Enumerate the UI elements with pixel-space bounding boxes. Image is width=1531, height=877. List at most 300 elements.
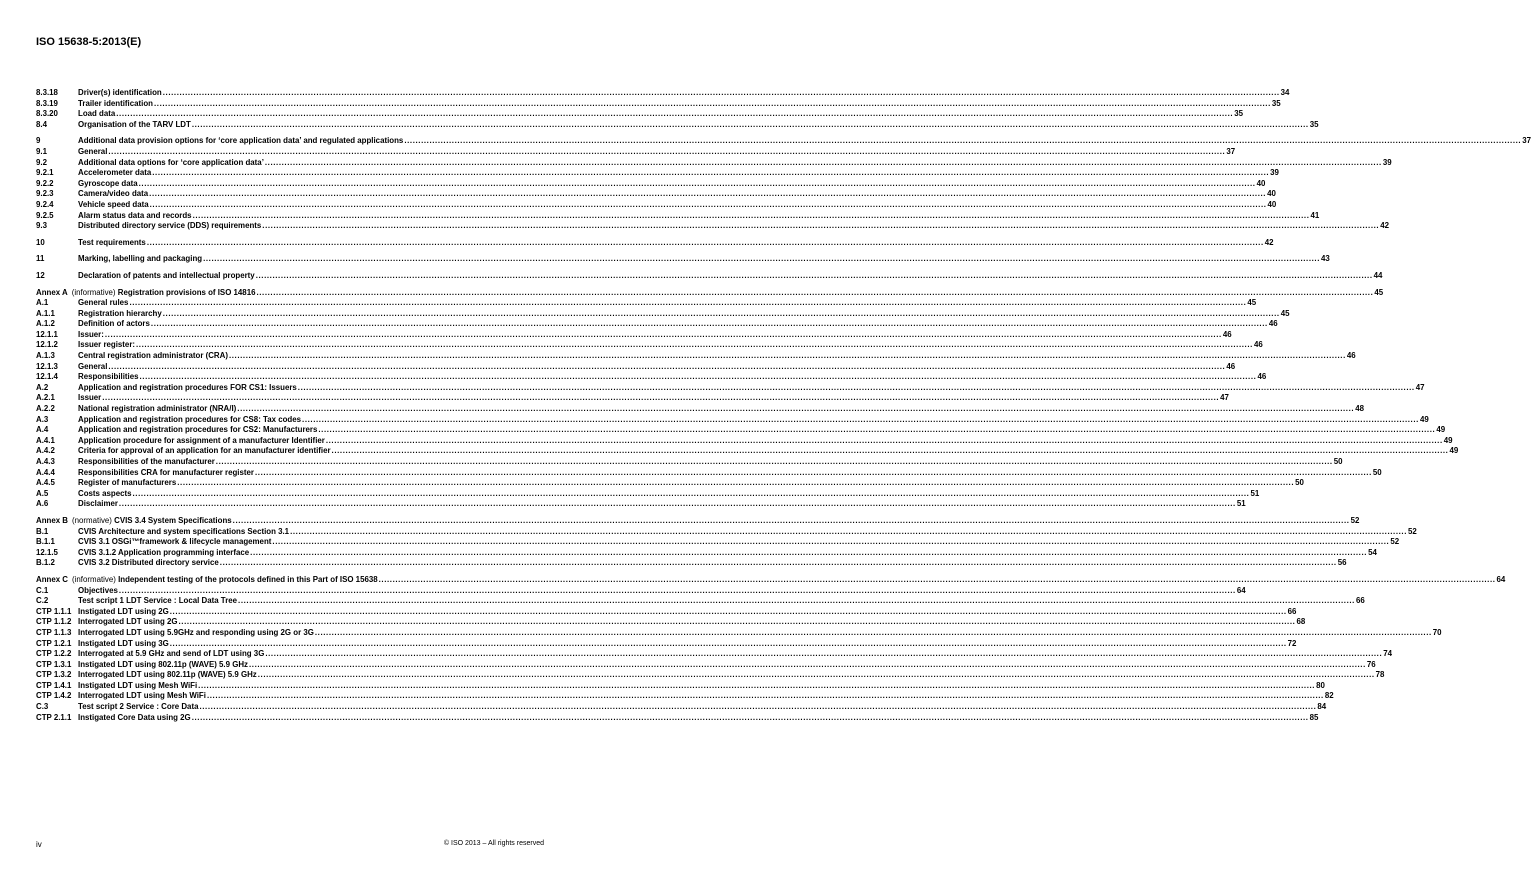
- toc-entry-title-text: Instigated LDT using 2G: [78, 606, 169, 616]
- toc-entry-number: CTP 1.2.1: [36, 638, 72, 648]
- toc-entry-title: [78, 271, 255, 282]
- toc-entry-title-text: Register of manufacturers: [78, 478, 177, 488]
- toc-leader-dots: ................................................................................................................................................................................................................................................................................................................................................................................................................: [191, 119, 1309, 129]
- toc-entry[interactable]: [36, 319, 1278, 330]
- toc-entry-title: [78, 147, 107, 158]
- toc-entry-title-text: Alarm status data and records: [78, 210, 192, 220]
- toc-entry-number: CTP 1.3.1: [36, 659, 72, 669]
- toc-entry-title-text: Load data: [78, 109, 116, 119]
- toc-leader-dots: ................................................................................................................................................................................................................................................................................................................................................................................................................: [215, 457, 1333, 466]
- toc-entry-page: 46: [1257, 372, 1267, 382]
- toc-entry[interactable]: [36, 382, 1425, 394]
- toc-entry-number: 9.2.3: [36, 189, 54, 199]
- toc-entry-title: [78, 617, 178, 628]
- toc-entry-page: 64: [1496, 574, 1506, 584]
- toc-entry-page: 46: [1346, 351, 1356, 361]
- toc-entry-title: [78, 362, 107, 373]
- toc-entry[interactable]: [36, 270, 1383, 282]
- toc-entry-page: 34: [1280, 88, 1290, 97]
- toc-entry-title: [78, 179, 138, 190]
- toc-entry-title: [78, 383, 297, 394]
- toc-entry-title-text: Objectives: [78, 585, 118, 595]
- toc-entry-number: CTP 1.1.3: [36, 627, 72, 637]
- toc-leader-dots: ................................................................................................................................................................................................................................................................................................................................................................................................................: [232, 515, 1350, 525]
- toc-entry-title: [78, 681, 197, 692]
- toc-entry[interactable]: [36, 627, 1442, 639]
- toc-entry-title: [78, 702, 198, 713]
- toc-entry-title-text: Test requirements: [78, 237, 146, 247]
- toc-entry[interactable]: [36, 467, 1382, 479]
- toc-entry-title: [78, 446, 331, 457]
- toc-leader-dots: ................................................................................................................................................................................................................................................................................................................................................................................................................: [152, 168, 1270, 178]
- toc-entry-page: 49: [1436, 425, 1446, 435]
- toc-entry[interactable]: [36, 372, 1267, 383]
- toc-leader-dots: ................................................................................................................................................................................................................................................................................................................................................................................................................: [169, 606, 1287, 616]
- toc-entry-number: Annex B: [36, 515, 69, 525]
- toc-entry-title-text: Interrogated LDT using 5.9GHz and responding using 2G or 3G: [78, 627, 314, 637]
- toc-entry-number: A.4: [36, 425, 49, 435]
- toc-entry-title-text: Driver(s) identification: [78, 88, 162, 97]
- toc-entry[interactable]: [36, 361, 1236, 373]
- toc-leader-dots: ................................................................................................................................................................................................................................................................................................................................................................................................................: [162, 308, 1280, 318]
- toc-leader-dots: ................................................................................................................................................................................................................................................................................................................................................................................................................: [136, 340, 1253, 350]
- toc-entry-title: [78, 596, 237, 607]
- toc-entry-page: 37: [1226, 146, 1236, 156]
- toc-entry-page: 52: [1408, 526, 1417, 536]
- toc-leader-dots: ................................................................................................................................................................................................................................................................................................................................................................................................................: [162, 88, 1280, 97]
- toc-leader-dots: ................................................................................................................................................................................................................................................................................................................................................................................................................: [203, 254, 1321, 264]
- toc-entry-title-text: Registration hierarchy: [78, 308, 162, 318]
- toc-entry-number: A.2.2: [36, 404, 55, 414]
- toc-entry[interactable]: [36, 526, 1417, 538]
- toc-entry-title: [78, 168, 151, 179]
- toc-entry-page: 44: [1373, 270, 1383, 280]
- toc-entry[interactable]: [36, 499, 1246, 510]
- toc-entry[interactable]: [36, 585, 1246, 597]
- toc-entry-title-text: Additional data options for ‘core application data’: [78, 157, 264, 167]
- page-header-title: ISO 15638-5:2013(E): [36, 36, 142, 48]
- toc-entry-title: [78, 238, 146, 249]
- toc-leader-dots: ................................................................................................................................................................................................................................................................................................................................................................................................................: [149, 189, 1267, 199]
- toc-entry[interactable]: [36, 691, 1334, 702]
- toc-entry-number: C.3: [36, 702, 49, 712]
- toc-entry-page: 43: [1321, 254, 1330, 264]
- toc-leader-dots: ................................................................................................................................................................................................................................................................................................................................................................................................................: [178, 617, 1296, 627]
- toc-leader-dots: ................................................................................................................................................................................................................................................................................................................................................................................................................: [290, 526, 1407, 536]
- toc-entry-title-text: Interrogated LDT using 802.11p (WAVE) 5.9 GHz: [78, 670, 257, 680]
- toc-entry-page: 68: [1296, 617, 1306, 627]
- toc-entry[interactable]: [36, 606, 1297, 618]
- toc-leader-dots: ................................................................................................................................................................................................................................................................................................................................................................................................................: [129, 298, 1247, 308]
- toc-entry-page: 35: [1271, 98, 1281, 108]
- toc-leader-dots: ................................................................................................................................................................................................................................................................................................................................................................................................................: [265, 649, 1383, 659]
- toc-leader-dots: ................................................................................................................................................................................................................................................................................................................................................................................................................: [262, 221, 1380, 231]
- toc-entry-title-text: Vehicle speed data: [78, 199, 149, 209]
- toc-entry[interactable]: [36, 393, 1229, 404]
- toc-entry[interactable]: [36, 702, 1327, 713]
- toc-entry-title-text: CVIS Architecture and system specifications Section 3.1: [78, 526, 290, 536]
- toc-entry[interactable]: [36, 638, 1297, 650]
- toc-entry[interactable]: [36, 457, 1343, 468]
- toc-entry-page: 41: [1310, 210, 1320, 220]
- toc-entry-number: 12.1.2: [36, 340, 58, 350]
- toc-entry-title-text: Application and registration procedures for CS8: Tax codes: [78, 414, 302, 424]
- toc-entry-number: CTP 2.1.1: [36, 712, 72, 722]
- toc-entry-page: 45: [1280, 308, 1290, 318]
- toc-entry-title: [78, 298, 128, 309]
- toc-entry-number: 12.1.3: [36, 361, 58, 371]
- toc-entry-number: A.1.3: [36, 351, 55, 361]
- toc-entry-title-text: Issuer register:: [78, 340, 136, 350]
- toc-entry-title-text: General: [78, 361, 108, 371]
- toc-entry[interactable]: [36, 308, 1290, 320]
- toc-entry-title: [78, 670, 257, 681]
- toc-entry-number: B.1: [36, 526, 49, 536]
- toc-leader-dots: ................................................................................................................................................................................................................................................................................................................................................................................................................: [378, 574, 1496, 584]
- toc-entry-number: 9: [36, 136, 41, 146]
- toc-entry-title-text: General: [78, 146, 108, 156]
- toc-entry-page: 46: [1222, 329, 1232, 339]
- toc-entry[interactable]: [36, 340, 1263, 351]
- toc-entry-title: [78, 660, 248, 671]
- toc-entry-title-text: Declaration of patents and intellectual property: [78, 270, 255, 280]
- toc-leader-dots: ................................................................................................................................................................................................................................................................................................................................................................................................................: [237, 404, 1355, 414]
- toc-leader-dots: ................................................................................................................................................................................................................................................................................................................................................................................................................: [238, 596, 1355, 606]
- toc-entry-page: 45: [1247, 298, 1257, 308]
- toc-entry-page: 54: [1368, 547, 1377, 557]
- toc-leader-dots: ................................................................................................................................................................................................................................................................................................................................................................................................................: [108, 361, 1226, 371]
- toc-entry-number: A.1.1: [36, 308, 55, 318]
- toc-entry-page: 66: [1355, 596, 1365, 606]
- toc-entry-number: CTP 1.3.2: [36, 670, 72, 680]
- toc-entry[interactable]: [36, 210, 1320, 222]
- toc-entry-number: 12.1.1: [36, 329, 58, 339]
- toc-entry-page: 72: [1287, 638, 1297, 648]
- toc-entry[interactable]: [36, 515, 1360, 527]
- toc-entry-number: A.4.2: [36, 446, 55, 456]
- toc-annex-status: (informative): [71, 287, 116, 297]
- toc-leader-dots: ................................................................................................................................................................................................................................................................................................................................................................................................................: [257, 670, 1375, 680]
- toc-entry-title-text: Test script 1 LDT Service : Local Data Tree: [78, 596, 238, 606]
- toc-entry[interactable]: [36, 109, 1243, 120]
- toc-entry[interactable]: [36, 157, 1392, 169]
- toc-entry-page: 82: [1324, 691, 1334, 701]
- toc-entry[interactable]: [36, 178, 1266, 190]
- toc-entry-page: 80: [1316, 680, 1325, 690]
- toc-leader-dots: ................................................................................................................................................................................................................................................................................................................................................................................................................: [302, 414, 1419, 424]
- toc-entry-number: A.4.3: [36, 457, 55, 466]
- toc-entry-page: 37: [1522, 136, 1531, 146]
- toc-entry[interactable]: [36, 547, 1377, 559]
- toc-entry-number: A.2.1: [36, 393, 55, 403]
- toc-entry-title-text: Application and registration procedures FOR CS1: Issuers: [78, 382, 297, 392]
- toc-entry-title: [78, 537, 271, 548]
- toc-entry-page: 47: [1220, 393, 1229, 403]
- toc-entry[interactable]: [36, 659, 1376, 671]
- toc-entry[interactable]: [36, 351, 1356, 362]
- toc-entry[interactable]: [36, 435, 1453, 447]
- toc-leader-dots: ................................................................................................................................................................................................................................................................................................................................................................................................................: [248, 659, 1366, 669]
- toc-entry-number: CTP 1.4.1: [36, 680, 72, 690]
- toc-entry-page: 64: [1236, 585, 1246, 595]
- toc-entry-number: 12.1.5: [36, 547, 58, 557]
- toc-entry[interactable]: [36, 136, 1531, 147]
- toc-entry-title: [78, 649, 264, 660]
- toc-leader-dots: ................................................................................................................................................................................................................................................................................................................................................................................................................: [118, 585, 1236, 595]
- toc-entry-number: Annex A: [36, 287, 68, 297]
- toc-entry-title-text: Distributed directory service (DDS) requirements: [78, 221, 262, 231]
- toc-entry[interactable]: [36, 558, 1347, 569]
- toc-entry-number: A.6: [36, 499, 49, 509]
- toc-entry-title-text: Application procedure for assignment of a manufacturer Identifier: [78, 435, 325, 445]
- toc-entry-title-text: CVIS 3.1 OSGi™framework & lifecycle management: [78, 537, 272, 547]
- toc-entry-number: 9.2.4: [36, 199, 54, 209]
- toc-entry-title: [78, 254, 202, 265]
- toc-annex-status: (informative): [72, 574, 116, 584]
- toc-entry-title: [78, 351, 228, 362]
- toc-leader-dots: ................................................................................................................................................................................................................................................................................................................................................................................................................: [318, 425, 1436, 435]
- toc-entry-number: CTP 1.1.2: [36, 617, 72, 627]
- toc-entry[interactable]: [36, 446, 1459, 457]
- toc-entry-title: [78, 372, 139, 383]
- toc-entry[interactable]: [36, 404, 1364, 415]
- toc-entry-title-text: CVIS 3.4 System Specifications: [114, 515, 232, 525]
- toc-entry-title-text: Test script 2 Service : Core Data: [78, 702, 199, 712]
- toc-entry[interactable]: [36, 189, 1276, 200]
- toc-entry-title-text: Costs aspects: [78, 488, 132, 498]
- toc-entry-title-text: Camera/video data: [78, 189, 149, 199]
- toc-entry-number: 8.3.19: [36, 98, 58, 108]
- toc-entry-page: 49: [1443, 435, 1453, 445]
- toc-entry-page: 50: [1333, 457, 1343, 466]
- toc-entry[interactable]: [36, 329, 1232, 341]
- toc-entry[interactable]: [36, 119, 1319, 131]
- toc-entry-title-text: Issuer: [78, 393, 102, 403]
- toc-entry-title-text: Organisation of the TARV LDT: [78, 119, 191, 129]
- toc-entry-page: 46: [1253, 340, 1263, 350]
- toc-leader-dots: ................................................................................................................................................................................................................................................................................................................................................................................................................: [177, 478, 1295, 488]
- toc-entry[interactable]: [36, 168, 1279, 179]
- toc-entry-title-text: Interrogated LDT using 2G: [78, 617, 178, 627]
- toc-entry-page: 40: [1267, 189, 1276, 199]
- toc-entry-title-text: Interrogated at 5.9 GHz and send of LDT using 3G: [78, 649, 265, 659]
- toc-entry[interactable]: [36, 617, 1306, 628]
- toc-entry-title: [78, 639, 169, 650]
- toc-entry-page: 42: [1380, 221, 1389, 231]
- toc-entry-title-text: Accelerometer data: [78, 168, 152, 178]
- toc-entry-number: 8.4: [36, 119, 47, 129]
- toc-leader-dots: ................................................................................................................................................................................................................................................................................................................................................................................................................: [139, 372, 1257, 382]
- toc-entry-page: 50: [1372, 467, 1382, 477]
- toc-entry-number: 12.1.4: [36, 372, 58, 382]
- toc-entry-title-text: Instigated LDT using 802.11p (WAVE) 5.9 GHz: [78, 659, 248, 669]
- toc-entry-title-text: Independent testing of the protocols defined in this Part of ISO 15638: [118, 574, 378, 584]
- toc-entry-page: 42: [1264, 237, 1274, 247]
- toc-entry-page: 50: [1295, 478, 1304, 488]
- toc-leader-dots: ................................................................................................................................................................................................................................................................................................................................................................................................................: [153, 98, 1271, 108]
- toc-entry-number: B.1.2: [36, 558, 55, 568]
- toc-entry-title-text: Responsibilities CRA for manufacturer register: [78, 467, 254, 477]
- toc-entry[interactable]: [36, 98, 1281, 110]
- toc-entry-page: 51: [1236, 499, 1246, 509]
- toc-entry-title-text: National registration administrator (NRA/I): [78, 404, 237, 414]
- toc-entry-title: [78, 309, 162, 320]
- toc-entry-number: CTP 1.1.1: [36, 606, 72, 616]
- toc-entry[interactable]: [36, 712, 1319, 724]
- toc-entry-title: [78, 221, 261, 232]
- toc-entry-number: 12: [36, 270, 45, 280]
- toc-entry-title: [78, 691, 206, 702]
- toc-leader-dots: ................................................................................................................................................................................................................................................................................................................................................................................................................: [104, 329, 1222, 339]
- toc-entry-number: A.5: [36, 488, 49, 498]
- toc-entry-page: 51: [1250, 488, 1260, 498]
- toc-leader-dots: ................................................................................................................................................................................................................................................................................................................................................................................................................: [256, 287, 1374, 297]
- toc-entry-number: 10: [36, 237, 45, 247]
- toc-entry-title: [78, 136, 403, 147]
- toc-entry[interactable]: [36, 649, 1393, 660]
- toc-entry-page: 76: [1366, 659, 1376, 669]
- toc-entry-title: [78, 200, 149, 211]
- toc-entry-number: C.2: [36, 596, 49, 606]
- toc-entry-number: 11: [36, 254, 45, 264]
- toc-entry-number: A.1.2: [36, 319, 55, 329]
- toc-entry-title-text: Marking, labelling and packaging: [78, 254, 203, 264]
- toc-entry-title-text: Responsibilities of the manufacturer: [78, 457, 215, 466]
- toc-entry-page: 40: [1256, 178, 1266, 188]
- toc-leader-dots: ................................................................................................................................................................................................................................................................................................................................................................................................................: [191, 712, 1309, 722]
- toc-entry-page: 39: [1270, 168, 1279, 178]
- toc-entry-page: 47: [1415, 382, 1425, 392]
- toc-entry-page: 78: [1375, 670, 1385, 680]
- toc-entry-title: [78, 330, 104, 341]
- toc-entry[interactable]: [36, 298, 1257, 309]
- toc-leader-dots: ................................................................................................................................................................................................................................................................................................................................................................................................................: [206, 691, 1324, 701]
- toc-entry-title: [78, 489, 132, 500]
- toc-leader-dots: ................................................................................................................................................................................................................................................................................................................................................................................................................: [132, 488, 1250, 498]
- toc-entry[interactable]: [36, 425, 1446, 436]
- toc-entry[interactable]: [36, 88, 1290, 99]
- toc-entry[interactable]: [36, 221, 1389, 232]
- toc-entry-title: [78, 527, 289, 538]
- toc-entry-number: 9.2.1: [36, 168, 54, 178]
- toc-entry-title-text: Application and registration procedures for CS2: Manufacturers: [78, 425, 318, 435]
- toc-entry-number: Annex C: [36, 574, 69, 584]
- toc-entry-number: 9.1: [36, 146, 47, 156]
- toc-entry-number: 9.2: [36, 157, 47, 167]
- toc-entry-number: CTP 1.2.2: [36, 649, 72, 659]
- toc-entry-title: [78, 211, 192, 222]
- toc-leader-dots: ................................................................................................................................................................................................................................................................................................................................................................................................................: [146, 237, 1264, 247]
- toc-entry-title-text: Gyroscope data: [78, 178, 138, 188]
- toc-leader-dots: ................................................................................................................................................................................................................................................................................................................................................................................................................: [108, 146, 1226, 156]
- toc-entry-title-text: General rules: [78, 298, 129, 308]
- toc-entry-title: [78, 558, 219, 569]
- toc-leader-dots: ................................................................................................................................................................................................................................................................................................................................................................................................................: [102, 393, 1220, 403]
- toc-entry[interactable]: [36, 254, 1330, 265]
- toc-entry[interactable]: [36, 199, 1277, 211]
- toc-entry-page: 52: [1350, 515, 1360, 525]
- toc-entry-title: [78, 457, 215, 468]
- toc-entry-title-text: Disclaimer: [78, 499, 118, 509]
- toc-entry-title: [78, 425, 317, 436]
- toc-leader-dots: ................................................................................................................................................................................................................................................................................................................................................................................................................: [314, 627, 1432, 637]
- toc-entry-number: 8.3.20: [36, 109, 58, 119]
- toc-entry-title-text: Interrogated LDT using Mesh WiFi: [78, 691, 206, 701]
- toc-entry-title-text: Definition of actors: [78, 319, 150, 329]
- toc-entry[interactable]: [36, 596, 1365, 607]
- toc-leader-dots: ................................................................................................................................................................................................................................................................................................................................................................................................................: [199, 702, 1317, 712]
- toc-entry-page: 85: [1309, 712, 1319, 722]
- toc-entry[interactable]: [36, 146, 1236, 158]
- toc-leader-dots: ................................................................................................................................................................................................................................................................................................................................................................................................................: [297, 382, 1415, 392]
- toc-leader-dots: ................................................................................................................................................................................................................................................................................................................................................................................................................: [254, 467, 1372, 477]
- toc-annex-status: (normative): [72, 515, 112, 525]
- toc-entry-page: 52: [1390, 537, 1400, 547]
- copyright-notice: © ISO 2013 – All rights reserved: [443, 840, 544, 847]
- toc-entry-title-text: Instigated Core Data using 2G: [78, 712, 191, 722]
- toc-entry-title: [78, 713, 191, 724]
- toc-entry[interactable]: [36, 478, 1304, 489]
- page-number: iv: [36, 840, 42, 849]
- toc-entry-page: 66: [1287, 606, 1297, 616]
- table-of-contents: [36, 88, 1531, 723]
- toc-entry-title: [78, 468, 254, 479]
- toc-leader-dots: ................................................................................................................................................................................................................................................................................................................................................................................................................: [149, 199, 1267, 209]
- toc-entry-number: A.1: [36, 298, 49, 308]
- toc-entry-number: A.3: [36, 414, 49, 424]
- toc-entry[interactable]: [36, 680, 1325, 692]
- toc-entry-title-text: Responsibilities: [78, 372, 139, 382]
- toc-entry[interactable]: [36, 670, 1385, 681]
- toc-entry-number: 8.3.18: [36, 88, 58, 97]
- toc-entry-page: 40: [1267, 199, 1277, 209]
- toc-entry-title: [78, 158, 264, 169]
- toc-entry-number: A.2: [36, 382, 49, 392]
- toc-entry-page: 48: [1355, 404, 1364, 414]
- toc-entry-title: [78, 109, 115, 120]
- toc-entry-page: 46: [1268, 319, 1278, 329]
- toc-entry-title-text: Instigated LDT using 3G: [78, 638, 169, 648]
- toc-entry-page: 74: [1383, 649, 1393, 659]
- toc-entry-title: [78, 548, 249, 559]
- toc-entry-number: 9.2.5: [36, 210, 54, 220]
- toc-entry-page: 84: [1317, 702, 1327, 712]
- toc-leader-dots: ................................................................................................................................................................................................................................................................................................................................................................................................................: [198, 680, 1316, 690]
- toc-entry-number: A.4.5: [36, 478, 55, 488]
- toc-entry[interactable]: [36, 574, 1506, 586]
- toc-entry[interactable]: [36, 537, 1400, 548]
- toc-entry-number: 9.2.2: [36, 178, 54, 188]
- toc-entry-title: [78, 88, 162, 99]
- toc-entry[interactable]: [36, 237, 1274, 249]
- toc-entry-title-text: Instigated LDT using Mesh WiFi: [78, 680, 198, 690]
- toc-entry-page: 46: [1226, 361, 1236, 371]
- toc-entry-title: [72, 575, 378, 586]
- toc-entry-page: 45: [1374, 287, 1384, 297]
- toc-leader-dots: ................................................................................................................................................................................................................................................................................................................................................................................................................: [264, 157, 1382, 167]
- toc-entry[interactable]: [36, 414, 1429, 426]
- toc-entry-page: 56: [1337, 558, 1347, 568]
- toc-entry-title-text: Additional data provision options for ‘core application data’ and regulated applications: [78, 136, 404, 146]
- toc-entry-page: 49: [1449, 446, 1459, 456]
- toc-leader-dots: ................................................................................................................................................................................................................................................................................................................................................................................................................: [192, 210, 1310, 220]
- toc-entry-page: 39: [1382, 157, 1392, 167]
- toc-entry-page: 35: [1234, 109, 1243, 119]
- toc-entry[interactable]: [36, 488, 1260, 500]
- toc-entry[interactable]: [36, 287, 1384, 299]
- toc-leader-dots: ................................................................................................................................................................................................................................................................................................................................................................................................................: [116, 109, 1234, 119]
- toc-entry-title: [78, 319, 150, 330]
